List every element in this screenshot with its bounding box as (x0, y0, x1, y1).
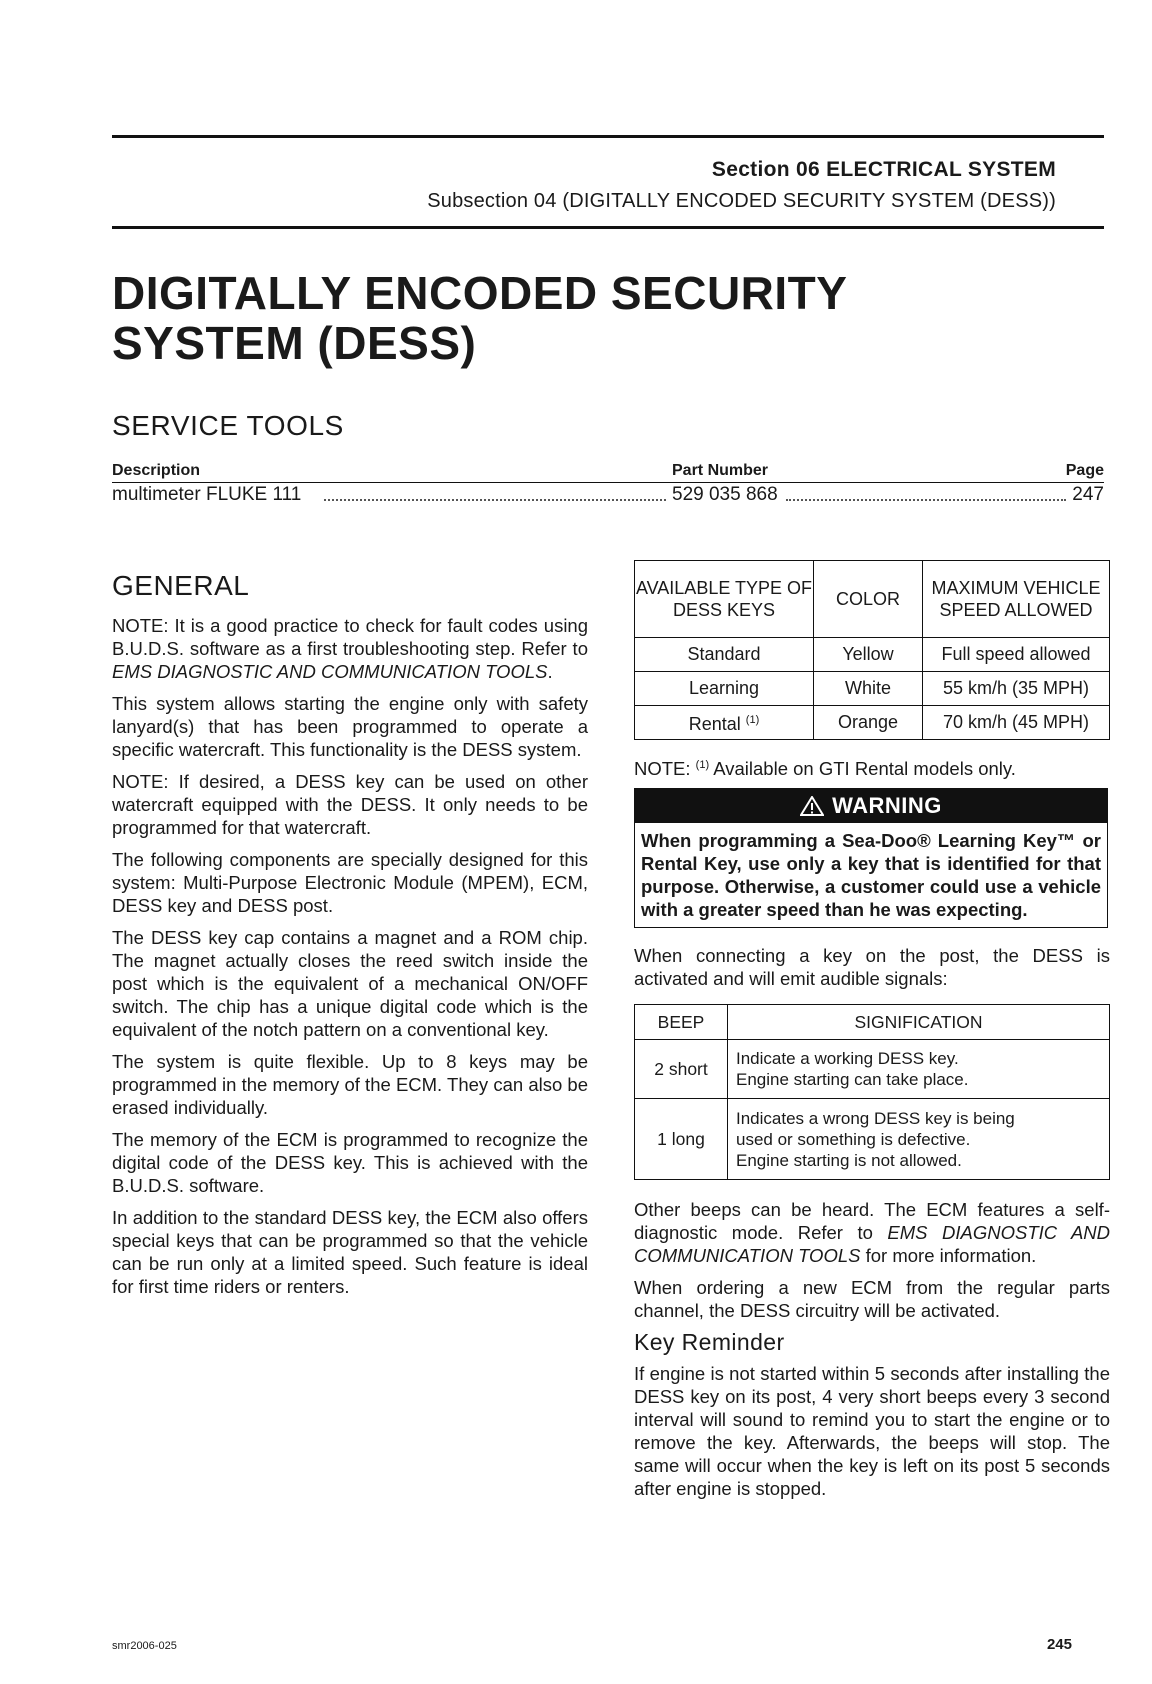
leader-dots (786, 499, 1066, 501)
page-number: 245 (1046, 1636, 1072, 1653)
key-speed: 70 km/h (45 MPH) (923, 706, 1110, 740)
general-paragraph: The system is quite flexible. Up to 8 keys may be programmed in the memory of the ECM. They can also be erased individually. (112, 1051, 588, 1118)
warning-header (635, 789, 1107, 823)
warning-triangle-icon (800, 796, 824, 816)
tool-page: 247 (1072, 484, 1104, 505)
table-header-row (635, 561, 1110, 638)
key-reminder-heading: Key Reminder (634, 1329, 785, 1356)
key-type: Learning (635, 672, 814, 706)
note-label: NOTE: (112, 771, 169, 792)
general-paragraph: The memory of the ECM is programmed to recognize the digital code of the DESS key. This is achieved with the B.U.D.S. software. (112, 1129, 588, 1196)
leader-dots (324, 499, 666, 501)
warning-label: WARNING (832, 793, 942, 819)
general-paragraph: The DESS key cap contains a magnet and a ROM chip. The magnet actually closes the reed switch inside the post which is the equivalent of a mechanical ON/OFF switch. The chip has a unique digital code which is the equivalent of the notch pattern on a conventional key. (112, 927, 588, 1040)
right-paragraph: If engine is not started within 5 seconds after installing the DESS key on its post, 4 very short beeps every 3 second interval will sound to remind you to start the engine or to remove the key. Afterwards, the beeps will stop. The same will occur when the key is left on its post 5 seconds after engine is stopped. (634, 1363, 1110, 1500)
service-tools-row (112, 484, 1104, 508)
left-column (112, 570, 588, 1307)
dess-keys-table (634, 560, 1110, 740)
tool-part-number: 529 035 868 (672, 484, 778, 505)
right-paragraph: Other beeps can be heard. The ECM features a self-diagnostic mode. Refer to EMS DIAGNOSTIC AND COMMUNICATION TOOLS for more information. (634, 1199, 1111, 1267)
warning-text: When programming a Sea-Doo® Learning Key™ or Rental Key, use only a key that is identified for that purpose. Otherwise, a customer could use a vehicle with a greater speed than he was expecting. (641, 830, 1101, 921)
table-header-row (635, 1005, 1110, 1040)
general-note-2: NOTE: If desired, a DESS key can be used on other watercraft equipped with the DESS. It only needs to be programmed for that watercraft. (112, 771, 589, 838)
key-type: Standard (635, 638, 814, 672)
service-tools-heading: SERVICE TOOLS (112, 410, 344, 441)
beep-signification: Indicates a wrong DESS key is being used or something is defective. Engine starting is not allowed. (728, 1099, 1110, 1180)
beeps-intro: When connecting a key on the post, the DESS is activated and will emit audible signals: (634, 945, 1110, 990)
document-code: smr2006-025 (112, 1640, 177, 1652)
table-row (635, 672, 1110, 706)
general-paragraph: The following components are specially designed for this system: Multi-Purpose Electronic Module (MPEM), ECM, DESS key and DESS post. (112, 849, 588, 916)
right-column (634, 560, 1110, 1509)
section-header: Section 06 ELECTRICAL SYSTEM (711, 158, 1056, 181)
doc-reference: EMS DIAGNOSTIC AND COMMUNICATION TOOLS (112, 661, 548, 682)
key-color: Yellow (814, 638, 923, 672)
key-color: Orange (814, 706, 923, 740)
page-title (112, 268, 847, 368)
note-label: NOTE: (112, 615, 169, 636)
warning-box (634, 788, 1108, 928)
key-type: Rental $^{(1)}$ (635, 706, 814, 740)
page-title-line-1: DIGITALLY ENCODED SECURITY (112, 267, 848, 319)
table-row (635, 706, 1110, 740)
beep-type: 2 short (635, 1040, 728, 1099)
table-row (635, 1040, 1110, 1099)
header-max-speed: MAXIMUM VEHICLE SPEED ALLOWED (923, 561, 1110, 638)
general-heading: GENERAL (112, 570, 250, 601)
footnote-mark: (1) (745, 714, 760, 726)
doc-reference: EMS DIAGNOSTIC AND COMMUNICATION TOOLS (634, 1222, 1111, 1267)
key-color: White (814, 672, 923, 706)
general-note-1: NOTE: It is a good practice to check for fault codes using B.U.D.S. software as a first troubleshooting step. Refer to EMS DIAGNOSTIC AND COMMUNICATION TOOLS. (112, 615, 589, 682)
subsection-header: Subsection 04 (DIGITALLY ENCODED SECURITY SYSTEM (DESS)) (427, 190, 1056, 212)
table-row (635, 638, 1110, 672)
beep-type: 1 long (635, 1099, 728, 1180)
general-paragraph: In addition to the standard DESS key, the ECM also offers special keys that can be programmed so that the vehicle can be run only at a limited speed. Such feature is ideal for first time riders or renters. (112, 1207, 588, 1297)
col-part-label: Part Number (672, 462, 769, 479)
tool-description: multimeter FLUKE 111 (112, 484, 302, 505)
header-color: COLOR (814, 561, 923, 638)
key-speed: 55 km/h (35 MPH) (923, 672, 1110, 706)
note-label: NOTE: (634, 758, 691, 780)
beep-signification: Indicate a working DESS key. Engine starting can take place. (728, 1040, 1110, 1099)
table-row (635, 1099, 1110, 1180)
key-speed: Full speed allowed (923, 638, 1110, 672)
keys-table-note: NOTE: $^{(1)}$ Available on GTI Rental models only. (634, 758, 1016, 780)
col-description-label: Description (112, 462, 201, 479)
header-key-type: AVAILABLE TYPE OF DESS KEYS (635, 561, 814, 638)
header-beep: BEEP (635, 1005, 728, 1040)
header-signification: SIGNIFICATION (728, 1005, 1110, 1040)
service-tools-header-row (112, 460, 1104, 483)
footnote-mark: (1) (695, 759, 710, 771)
header-bottom-rule (112, 226, 1104, 229)
page-title-line-2: SYSTEM (DESS) (112, 317, 477, 369)
right-paragraph: When ordering a new ECM from the regular parts channel, the DESS circuitry will be activated. (634, 1277, 1110, 1322)
header-top-rule (112, 135, 1104, 138)
beeps-table (634, 1004, 1110, 1180)
col-page-label: Page (1065, 462, 1104, 479)
general-paragraph: This system allows starting the engine only with safety lanyard(s) that has been programmed to operate a specific watercraft. This functionality is the DESS system. (112, 693, 588, 760)
